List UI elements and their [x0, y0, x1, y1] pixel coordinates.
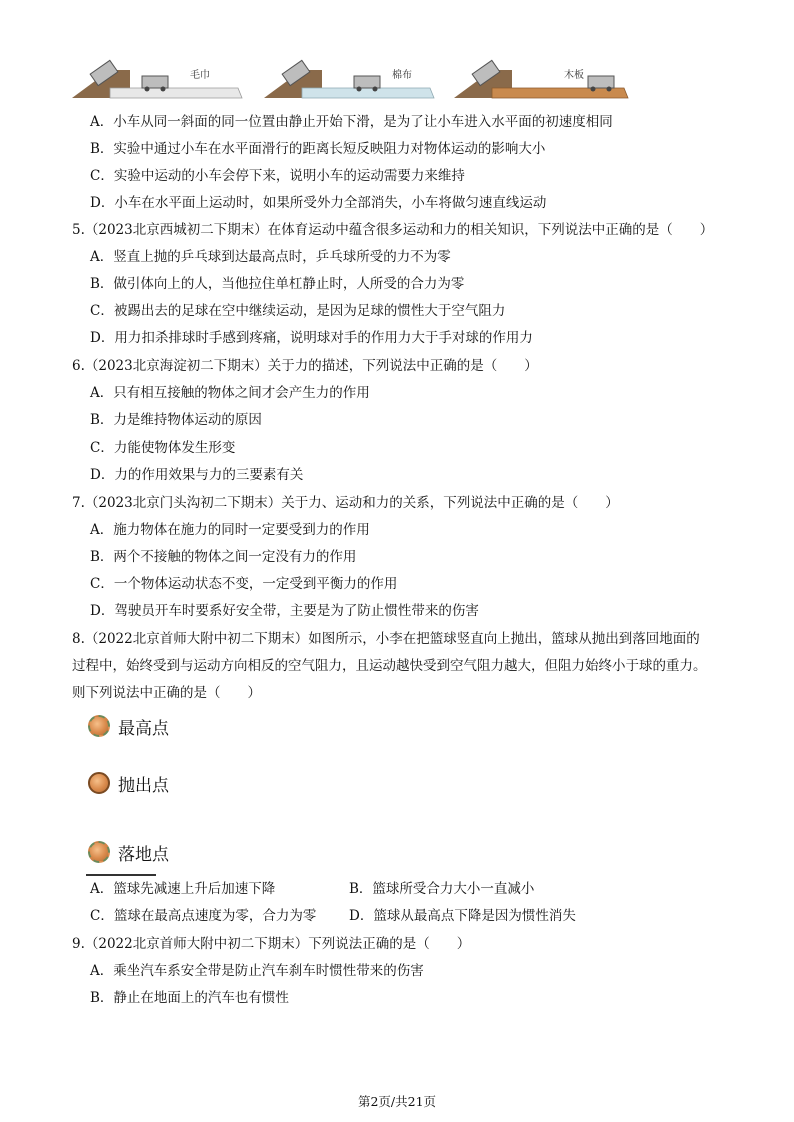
ball-icon — [88, 715, 110, 737]
setup-towel — [72, 60, 242, 98]
point-landing — [88, 838, 169, 866]
towel-surface — [110, 88, 242, 98]
q4-option-a: A．小车从同一斜面的同一位置由静止开始下滑，是为了让小车进入水平面的初速度相同 — [90, 114, 613, 130]
label-towel: 毛巾 — [190, 70, 210, 81]
point-thrown — [88, 769, 169, 797]
q9-option-a: A．乘坐汽车系安全带是防止汽车刹车时惯性带来的伤害 — [90, 963, 424, 979]
point-label: 最高点 — [118, 718, 169, 739]
q7-option-d: D．驾驶员开车时要系好安全带，主要是为了防止惯性带来的伤害 — [90, 603, 479, 619]
experiment-figure — [70, 58, 630, 104]
point-label: 落地点 — [118, 844, 169, 865]
setup-board — [454, 60, 628, 98]
q6-option-d: D．力的作用效果与力的三要素有关 — [90, 467, 304, 483]
q8-stem-line-2: 过程中，始终受到与运动方向相反的空气阻力，且运动越快受到空气阻力越大，但阻力始终小于球的重力。 — [72, 658, 707, 674]
q8-option-b: B．篮球所受合力大小一直减小 — [349, 881, 535, 897]
q6-option-a: A．只有相互接触的物体之间才会产生力的作用 — [90, 385, 370, 401]
point-label: 抛出点 — [118, 775, 169, 796]
q7-option-a: A．施力物体在施力的同时一定要受到力的作用 — [90, 522, 370, 538]
q5-option-b: B．做引体向上的人，当他拉住单杠静止时，人所受的合力为零 — [90, 276, 465, 292]
ground-line — [86, 874, 156, 876]
q6-option-b: B．力是维持物体运动的原因 — [90, 412, 262, 428]
q5-stem: 5.（2023北京西城初二下期末）在体育运动中蕴含很多运动和力的相关知识，下列说法中正确的是（ ） — [72, 222, 714, 238]
setup-cotton — [264, 60, 434, 98]
q9-option-b: B．静止在地面上的汽车也有惯性 — [90, 990, 289, 1006]
q9-stem: 9.（2022北京首师大附中初二下期末）下列说法正确的是（ ） — [72, 936, 471, 952]
q8-stem-line-3: 则下列说法中正确的是（ ） — [72, 685, 261, 701]
q4-option-d: D．小车在水平面上运动时，如果所受外力全部消失，小车将做匀速直线运动 — [90, 195, 547, 211]
cart — [142, 76, 168, 88]
point-highest — [88, 712, 169, 740]
q6-stem: 6.（2023北京海淀初二下期末）关于力的描述，下列说法中正确的是（ ） — [72, 358, 538, 374]
q5-option-c: C．被踢出去的足球在空中继续运动，是因为足球的惯性大于空气阻力 — [90, 303, 506, 319]
cart — [354, 76, 380, 88]
page-number: 第2页/共21页 — [357, 1094, 437, 1109]
q8-stem-line-1: 8.（2022北京首师大附中初二下期末）如图所示，小李在把篮球竖直向上抛出，篮球从抛出到落回地面的 — [72, 631, 700, 647]
label-board: 木板 — [564, 70, 584, 81]
cotton-surface — [302, 88, 434, 98]
q6-option-c: C．力能使物体发生形变 — [90, 440, 236, 456]
q5-option-d: D．用力扣杀排球时手感到疼痛，说明球对手的作用力大于手对球的作用力 — [90, 330, 533, 346]
q4-option-c: C．实验中运动的小车会停下来，说明小车的运动需要力来维持 — [90, 168, 465, 184]
q7-stem: 7.（2023北京门头沟初二下期末）关于力、运动和力的关系，下列说法中正确的是（ ） — [72, 495, 619, 511]
label-cotton: 棉布 — [392, 70, 412, 81]
q8-option-c: C．篮球在最高点速度为零，合力为零 — [90, 908, 317, 924]
q5-option-a: A．竖直上抛的乒乓球到达最高点时，乒乓球所受的力不为零 — [90, 249, 451, 265]
ball-icon — [88, 772, 110, 794]
cart — [588, 76, 614, 88]
q8-option-a: A．篮球先减速上升后加速下降 — [90, 881, 276, 897]
q7-option-c: C．一个物体运动状态不变，一定受到平衡力的作用 — [90, 576, 398, 592]
q7-option-b: B．两个不接触的物体之间一定没有力的作用 — [90, 549, 357, 565]
q8-option-d: D．篮球从最高点下降是因为惯性消失 — [349, 908, 576, 924]
q4-option-b: B．实验中通过小车在水平面滑行的距离长短反映阻力对物体运动的影响大小 — [90, 141, 546, 157]
ball-icon — [88, 841, 110, 863]
